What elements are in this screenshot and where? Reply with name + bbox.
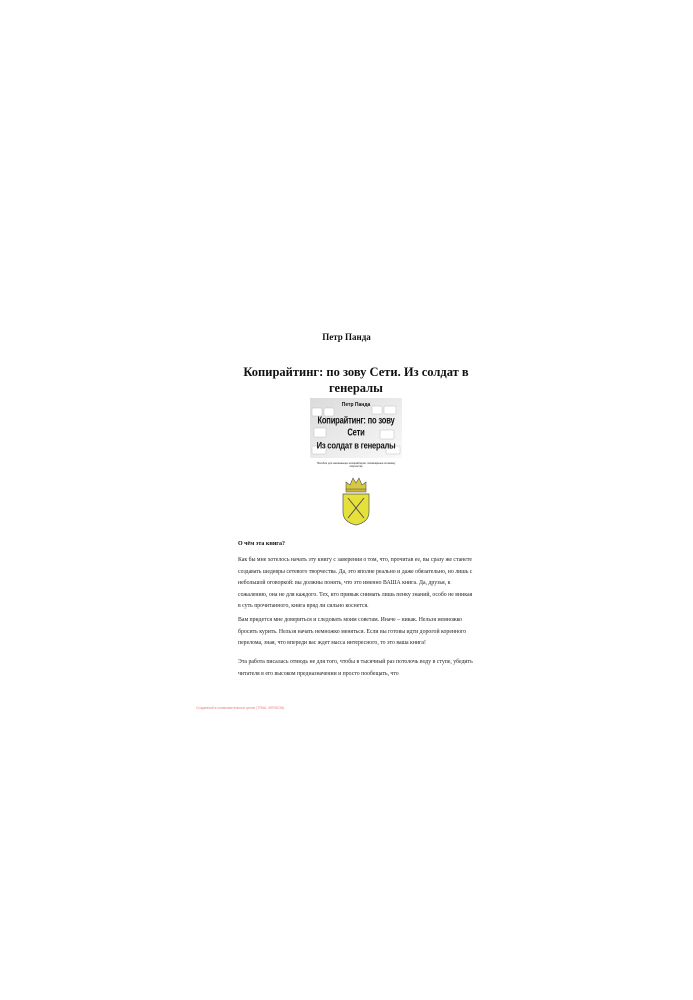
cover-subtitle: Из солдат в генералы: [316, 439, 396, 452]
trial-watermark: Созданный в ознакомительных целях (TRIAL VERSION): [196, 706, 285, 710]
crown-icon: [346, 478, 366, 492]
book-cover-image: [310, 398, 402, 528]
coat-of-arms-icon: [338, 474, 374, 526]
cover-author: Петр Панда: [341, 402, 371, 408]
paragraph-2: Вам придется мне довериться и следовать моим советам. Иначе – никак. Нельзя немножко бросить курить. Нельзя начать немножко меняться. Если вы готовы идти дорогой коренного перелома, зная, что впереди вас ждет масса интересного, то это ваша книга!: [238, 617, 467, 647]
section-heading: О чём эта книга?: [238, 541, 286, 547]
book-author: Петр Панда: [322, 332, 371, 342]
book-title: Копирайтинг: по зову Сети. Из солдат в генералы: [243, 365, 469, 395]
paragraph-3: Эта работа писалась отнюдь не для того, чтобы в тысячный раз потолочь воду в ступе, убедить читателя в его высоком предназначении и просто пообещать, что: [238, 659, 473, 677]
paragraph-1: Как бы мне хотелось начать эту книгу с заверения о том, что, прочитав ее, вы сразу же станете создавать шедевры сетевого творчества. Да, это вполне реально и даже обязательно, но лишь с небольшой оговоркой: вы должны понять, что это именно ВАША книга. Да, друзья, к сожалению, она не для каждого. Тех, кто привык снимать лишь пенку знаний, особо не вникая в суть прочитанного, книга вряд ли сильно коснется.: [238, 557, 473, 610]
cover-tagline: Пособие для начинающих копирайтеров, посвящённое сетевому творчеству: [316, 462, 396, 469]
cover-title: Копирайтинг: по зову Сети: [317, 413, 395, 439]
